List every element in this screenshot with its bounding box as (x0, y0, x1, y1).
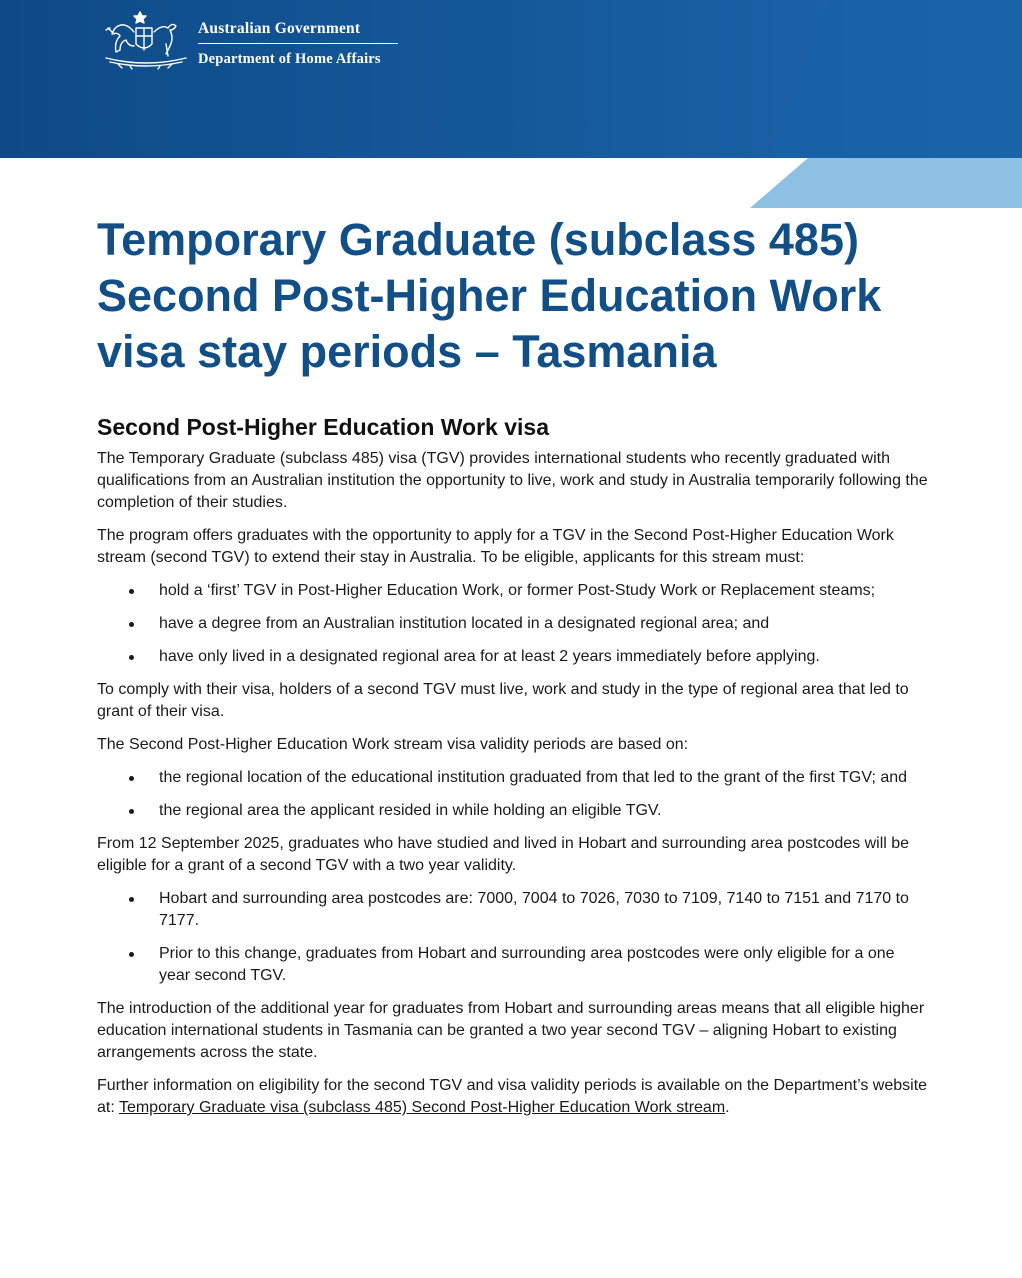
government-name: Australian Government (198, 20, 398, 44)
further-info-end: . (725, 1099, 730, 1116)
intro-paragraph: The Temporary Graduate (subclass 485) visa (TGV) provides international students who recently graduated with qualifications from an Australian institution the opportunity to live, work and study in Australia temporarily following the completion of their studies. (97, 450, 928, 511)
list-item: hold a ‘first’ TGV in Post-Higher Education Work, or former Post-Study Work or Replacement steams; (159, 580, 929, 602)
page-title: Temporary Graduate (subclass 485) Second Post-Higher Education Work visa stay periods – Tasmania (97, 214, 882, 377)
further-info-paragraph (97, 1075, 929, 1119)
list-item: the regional location of the educational institution graduated from that led to the grant of the first TGV; and (159, 767, 929, 789)
list-item: Hobart and surrounding area postcodes are: 7000, 7004 to 7026, 7030 to 7109, 7140 to 7151 and 7170 to 7177. (159, 888, 929, 932)
department-name: Department of Home Affairs (198, 51, 381, 67)
hobart-list (97, 888, 929, 987)
validity-list (97, 767, 929, 822)
program-paragraph: The program offers graduates with the opportunity to apply for a TGV in the Second Post-Higher Education Work stream (second TGV) to extend their stay in Australia. To be eligible, applicants for this stream must: (97, 527, 894, 566)
hobart-change-paragraph: From 12 September 2025, graduates who have studied and lived in Hobart and surrounding area postcodes will be eligible for a grant of a second TGV with a two year validity. (97, 835, 910, 874)
compliance-paragraph: To comply with their visa, holders of a second TGV must live, work and study in the type of regional area that led to grant of their visa. (97, 681, 909, 720)
list-item: the regional area the applicant resided in while holding an eligible TGV. (159, 800, 929, 822)
coat-of-arms-icon (100, 6, 192, 70)
document-body (97, 412, 929, 1130)
validity-paragraph: The Second Post-Higher Education Work stream visa validity periods are based on: (97, 736, 689, 753)
list-item: have a degree from an Australian institution located in a designated regional area; and (159, 613, 929, 635)
agency-name-block (198, 20, 398, 68)
section-heading: Second Post-Higher Education Work visa (97, 414, 549, 440)
further-info-text: Further information on eligibility for the second TGV and visa validity periods is available on the Department’s website at: (97, 1077, 928, 1116)
tgv-stream-link[interactable]: Temporary Graduate visa (subclass 485) Second Post-Higher Education Work stream (118, 1099, 726, 1116)
list-item: have only lived in a designated regional area for at least 2 years immediately before applying. (159, 646, 929, 668)
list-item: Prior to this change, graduates from Hobart and surrounding area postcodes were only eligible for a one year second TGV. (159, 943, 929, 987)
eligibility-list (97, 580, 929, 668)
introduction-paragraph: The introduction of the additional year for graduates from Hobart and surrounding areas means that all eligible higher education international students in Tasmania can be granted a two year second TGV – aligning Hobart to existing arrangements across the state. (97, 1000, 925, 1061)
